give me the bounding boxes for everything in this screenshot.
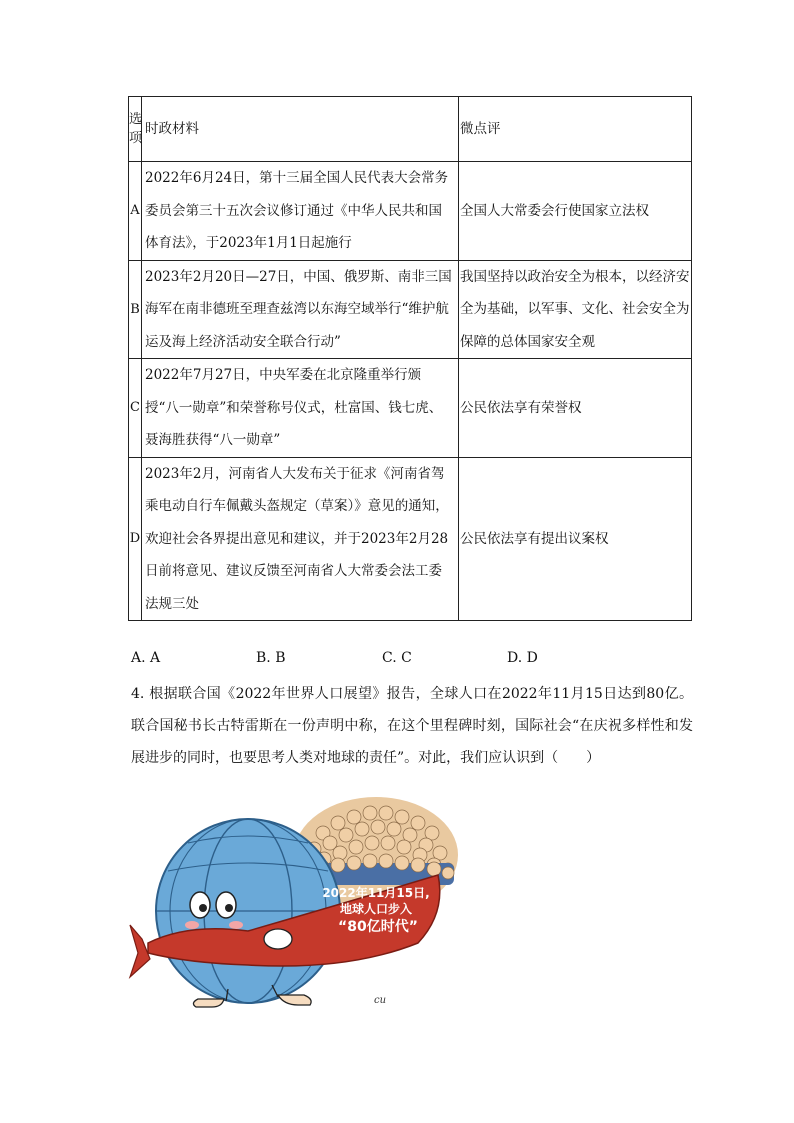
row-option: A <box>129 162 142 261</box>
question-stem: 4. 根据联合国《2022年世界人口展望》报告，全球人口在2022年11月15日达到80亿。联合国秘书长古特雷斯在一份声明中称，在这个里程碑时刻，国际社会“在庆祝多样性和发展进步的同时，也要思考人类对地球的责任”。对此，我们应认识到（ ） <box>131 686 693 766</box>
banner-line-2: 地球人口步入 <box>339 902 413 916</box>
row-option: D <box>129 457 142 621</box>
artist-signature: cu <box>374 995 387 1006</box>
question-table <box>128 96 692 621</box>
row-material: 2022年6月24日，第十三届全国人民代表大会常务委员会第三十五次会议修订通过《中华人民共和国体育法》，于2023年1月1日起施行 <box>142 162 459 261</box>
row-material: 2023年2月，河南省人大发布关于征求《河南省驾乘电动自行车佩戴头盔规定（草案）》意见的通知，欢迎社会各界提出意见和建议，并于2023年2月28日前将意见、建议反馈至河南省人大常委会法工委法规三处 <box>142 457 459 621</box>
option-d[interactable]: D. D <box>507 650 538 666</box>
answer-options <box>131 650 691 670</box>
row-comment: 公民依法享有提出议案权 <box>459 457 692 621</box>
row-comment: 全国人大常委会行使国家立法权 <box>459 162 692 261</box>
table-row <box>129 260 692 359</box>
population-cartoon <box>128 793 462 1013</box>
row-material: 2022年7月27日，中央军委在北京隆重举行颁授“八一勋章”和荣誉称号仪式，杜富国、钱七虎、聂海胜获得“八一勋章” <box>142 359 459 458</box>
header-comment: 微点评 <box>459 97 692 162</box>
option-a[interactable]: A. A <box>131 650 161 666</box>
banner-line-1: 2022年11月15日, <box>322 886 430 900</box>
table-row <box>129 162 692 261</box>
table-row <box>129 359 692 458</box>
table-header-row <box>129 97 692 162</box>
row-comment: 我国坚持以政治安全为根本，以经济安全为基础，以军事、文化、社会安全为保障的总体国家安全观 <box>459 260 692 359</box>
row-option: C <box>129 359 142 458</box>
option-c[interactable]: C. C <box>382 650 412 666</box>
row-option: B <box>129 260 142 359</box>
row-comment: 公民依法享有荣誉权 <box>459 359 692 458</box>
header-option: 选项 <box>129 97 142 162</box>
banner-line-3: “80亿时代” <box>338 919 418 935</box>
row-material: 2023年2月20日—27日，中国、俄罗斯、南非三国海军在南非德班至理查兹湾以东海空域举行“维护航运及海上经济活动安全联合行动” <box>142 260 459 359</box>
globe-character <box>156 819 340 1003</box>
table-row <box>129 457 692 621</box>
globe-hand <box>264 929 292 949</box>
header-material: 时政材料 <box>142 97 459 162</box>
option-b[interactable]: B. B <box>256 650 286 666</box>
